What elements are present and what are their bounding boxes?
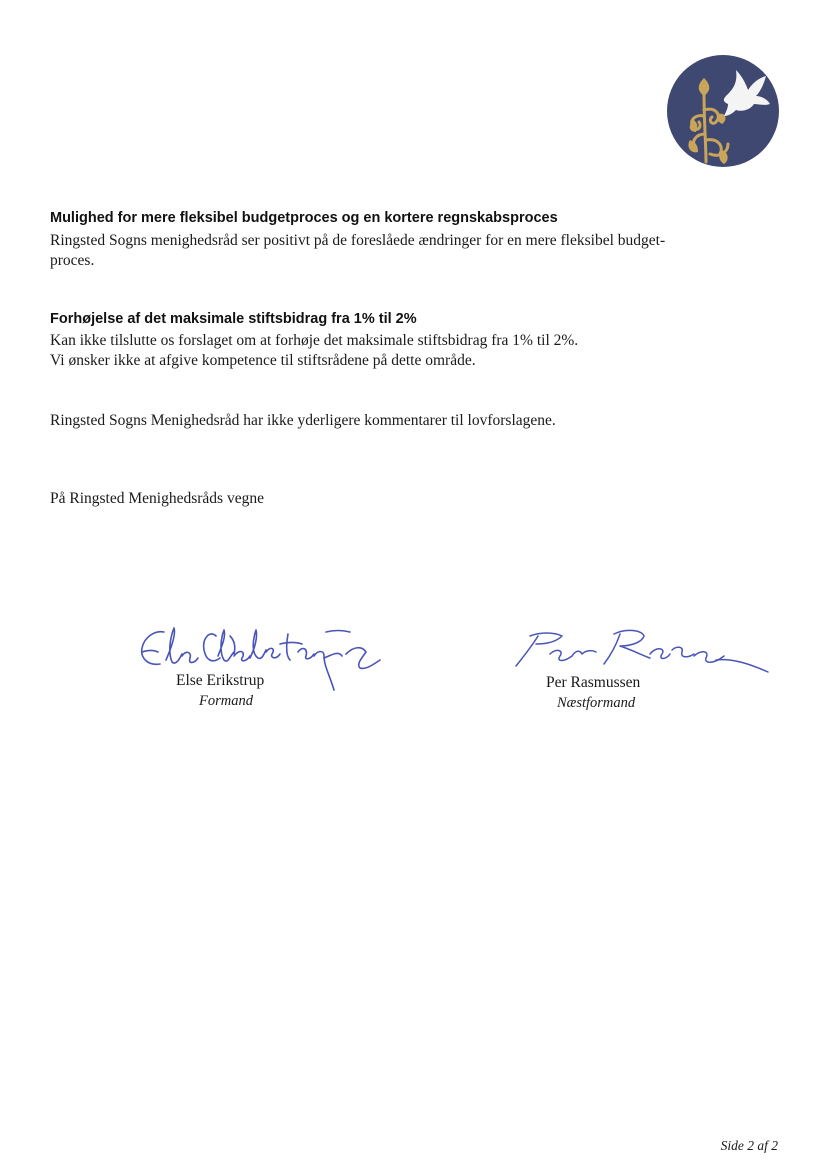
body-text-line: Ringsted Sogns menighedsråd ser positivt på de foreslåede ændringer for en mere fleksibel budget- [50, 232, 666, 249]
church-logo [666, 54, 780, 168]
signatory-name: Else Erikstrup [176, 672, 265, 689]
body-text-line: Vi ønsker ikke at afgive kompetence til stiftsrådene på dette område. [50, 352, 476, 369]
signatory-name: Per Rasmussen [546, 674, 641, 691]
signature-else-erikstrup [130, 616, 390, 708]
section-heading-budget: Mulighed for mere fleksibel budgetproces og en kortere regnskabsproces [50, 210, 558, 226]
page-number: Side 2 af 2 [720, 1138, 778, 1153]
body-text-line: Kan ikke tilslutte os forslaget om at forhøje det maksimale stiftsbidrag fra 1% til 2%. [50, 332, 579, 349]
on-behalf-line: På Ringsted Menighedsråds vegne [50, 490, 264, 507]
body-text-line: proces. [50, 252, 95, 269]
closing-remark: Ringsted Sogns Menighedsråd har ikke yderligere kommentarer til lovforslagene. [50, 412, 556, 429]
signatory-role: Formand [199, 693, 253, 709]
signatory-role: Næstformand [557, 695, 636, 711]
section-heading-stiftsbidrag: Forhøjelse af det maksimale stiftsbidrag fra 1% til 2% [50, 311, 417, 327]
